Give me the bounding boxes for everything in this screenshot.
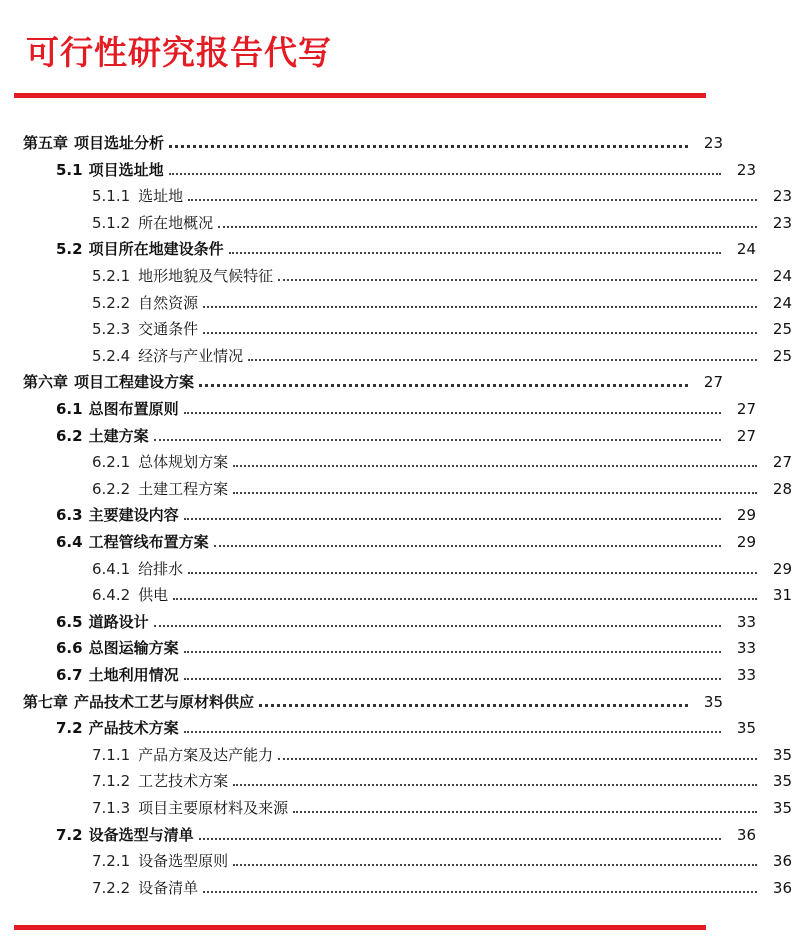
toc-entry-page: 36 <box>772 878 792 897</box>
dot-leader <box>293 811 757 813</box>
toc-entry-page: 23 <box>772 213 792 232</box>
toc-entry[interactable] <box>0 712 774 738</box>
toc-entry[interactable] <box>0 180 810 206</box>
dot-leader <box>184 412 721 414</box>
toc-entry-page: 23 <box>736 160 756 179</box>
footer-divider <box>14 925 706 930</box>
toc-entry-number: 5.2.4 <box>92 346 131 365</box>
toc-entry[interactable] <box>0 127 741 153</box>
toc-entry[interactable] <box>0 579 810 605</box>
toc-entry-page: 23 <box>772 187 792 206</box>
toc-entry-title: 总体规划方案 <box>138 453 229 472</box>
toc-entry-number: 6.4.2 <box>92 586 131 605</box>
toc-entry-title: 项目工程建设方案 <box>74 373 195 392</box>
toc-entry[interactable] <box>0 819 774 845</box>
toc-entry-title: 自然资源 <box>138 293 199 312</box>
toc-entry[interactable] <box>0 340 810 366</box>
toc-entry-page: 29 <box>736 506 756 525</box>
dot-leader <box>259 704 688 707</box>
toc-entry-number: 6.2.1 <box>92 453 131 472</box>
header-divider <box>14 93 706 98</box>
toc-entry-number: 5.1 <box>56 160 83 179</box>
toc-entry-page: 33 <box>736 666 756 684</box>
toc-entry-number: 7.1.1 <box>92 745 131 764</box>
toc-entry-number: 6.4.1 <box>92 559 131 578</box>
toc-entry-number: 5.2 <box>56 240 83 259</box>
dot-leader <box>184 651 721 653</box>
toc-entry-title: 设备清单 <box>138 878 199 897</box>
dot-leader <box>184 731 721 733</box>
toc-entry-number: 6.7 <box>56 666 83 684</box>
toc-entry-page: 31 <box>772 586 792 605</box>
toc-entry-number: 6.6 <box>56 639 83 658</box>
toc-entry-title: 经济与产业情况 <box>138 346 244 365</box>
dot-leader <box>218 226 757 228</box>
toc-entry-number: 6.3 <box>56 506 83 525</box>
toc-entry[interactable] <box>0 446 810 472</box>
page-title: 可行性研究报告代写 <box>26 33 332 72</box>
toc-entry-number: 6.5 <box>56 612 83 631</box>
toc-entry-page: 35 <box>736 719 756 738</box>
toc-entry-number: 7.2.2 <box>92 878 131 897</box>
toc-entry-number: 6.1 <box>56 400 83 418</box>
toc-entry[interactable] <box>0 393 774 419</box>
toc-entry-page: 35 <box>703 692 723 711</box>
toc-entry-page: 24 <box>772 293 792 312</box>
dot-leader <box>229 252 721 254</box>
toc-entry-title: 项目选址地 <box>88 160 164 179</box>
toc-entry-page: 36 <box>736 825 756 844</box>
toc-entry[interactable] <box>0 287 810 313</box>
toc-entry-title: 地形地貌及气候特征 <box>138 267 274 285</box>
toc-entry-page: 29 <box>772 559 792 578</box>
toc-entry-title: 给排水 <box>138 559 184 578</box>
toc-entry-title: 所在地概况 <box>138 213 214 232</box>
toc-entry-number: 第五章 <box>23 134 69 152</box>
toc-entry-title: 选址地 <box>138 187 184 206</box>
toc-entry-title: 项目选址分析 <box>74 134 165 152</box>
toc-entry[interactable] <box>0 260 810 286</box>
toc-entry-number: 7.2 <box>56 719 83 738</box>
toc-entry-page: 25 <box>772 346 792 365</box>
dot-leader <box>188 199 757 201</box>
toc-entry-title: 项目所在地建设条件 <box>88 240 224 259</box>
toc-entry-title: 产品方案及达产能力 <box>138 745 274 764</box>
toc-entry-number: 7.2 <box>56 825 83 844</box>
toc-entry-title: 工艺技术方案 <box>138 772 229 791</box>
toc-entry-number: 5.2.1 <box>92 267 131 285</box>
dot-leader <box>203 306 757 308</box>
dot-leader <box>173 598 757 600</box>
toc-entry[interactable] <box>0 872 810 898</box>
dot-leader <box>154 439 721 441</box>
toc-entry-title: 供电 <box>138 586 169 605</box>
toc-entry-page: 24 <box>772 267 792 285</box>
dot-leader <box>248 359 757 361</box>
toc-entry-number: 5.1.2 <box>92 213 131 232</box>
toc-entry-page: 27 <box>772 453 792 472</box>
toc-entry-number: 7.2.1 <box>92 852 131 871</box>
dot-leader <box>169 173 721 175</box>
toc-entry-title: 道路设计 <box>88 612 149 631</box>
dot-leader <box>233 784 757 786</box>
toc-entry-page: 29 <box>736 533 756 551</box>
toc-entry-number: 6.2 <box>56 426 83 445</box>
toc-entry-title: 设备选型原则 <box>138 852 229 871</box>
dot-leader <box>214 545 721 547</box>
toc-entry-page: 27 <box>736 426 756 445</box>
toc-entry-number: 第七章 <box>23 692 69 711</box>
toc-entry-title: 主要建设内容 <box>88 506 179 525</box>
dot-leader <box>188 572 757 574</box>
toc-entry[interactable] <box>0 366 741 392</box>
toc-entry-title: 设备选型与清单 <box>88 825 194 844</box>
toc-entry-page: 28 <box>772 479 792 498</box>
toc-entry-page: 35 <box>772 745 792 764</box>
toc-entry-title: 工程管线布置方案 <box>88 533 209 551</box>
dot-leader <box>278 279 757 281</box>
toc-entry-number: 5.2.2 <box>92 293 131 312</box>
dot-leader <box>169 145 688 148</box>
toc-entry[interactable] <box>0 154 774 180</box>
toc-entry-title: 项目主要原材料及来源 <box>138 799 289 817</box>
toc-entry[interactable] <box>0 553 810 579</box>
toc-entry[interactable] <box>0 207 810 233</box>
toc-entry[interactable] <box>0 473 810 499</box>
toc-entry-title: 交通条件 <box>138 320 199 339</box>
dot-leader <box>203 332 757 334</box>
dot-leader <box>154 625 721 627</box>
toc-entry-page: 24 <box>736 240 756 259</box>
toc-entry-title: 产品技术工艺与原材料供应 <box>74 692 255 711</box>
dot-leader <box>233 465 757 467</box>
toc-entry-title: 总图布置原则 <box>88 400 179 418</box>
toc-entry-title: 产品技术方案 <box>88 719 179 738</box>
toc-entry-title: 土建方案 <box>88 426 149 445</box>
toc-entry-page: 33 <box>736 639 756 658</box>
toc-entry-page: 35 <box>772 799 792 817</box>
dot-leader <box>199 838 721 840</box>
toc-entry[interactable] <box>0 420 774 446</box>
dot-leader <box>233 492 757 494</box>
toc-entry-number: 7.1.2 <box>92 772 131 791</box>
dot-leader <box>184 518 721 520</box>
toc-entry[interactable] <box>0 792 810 818</box>
toc-entry[interactable] <box>0 765 810 791</box>
toc-entry[interactable] <box>0 526 774 552</box>
toc-entry-number: 7.1.3 <box>92 799 131 817</box>
toc-entry[interactable] <box>0 313 810 339</box>
dot-leader <box>233 864 757 866</box>
toc-entry[interactable] <box>0 499 774 525</box>
toc-entry[interactable] <box>0 632 774 658</box>
toc-entry[interactable] <box>0 739 810 765</box>
toc-entry-page: 35 <box>772 772 792 791</box>
toc-entry-page: 36 <box>772 852 792 871</box>
toc-entry[interactable] <box>0 845 810 871</box>
toc-entry[interactable] <box>0 659 774 685</box>
toc-entry[interactable] <box>0 606 774 632</box>
toc-entry-page: 33 <box>736 612 756 631</box>
toc-entry-title: 土地利用情况 <box>88 666 179 684</box>
toc-entry-number: 5.2.3 <box>92 320 131 339</box>
toc-entry-title: 土建工程方案 <box>138 479 229 498</box>
toc-entry[interactable] <box>0 233 774 259</box>
dot-leader <box>203 891 757 893</box>
toc-entry-page: 27 <box>703 373 723 392</box>
toc-entry[interactable] <box>0 686 741 712</box>
toc-entry-page: 27 <box>736 400 756 418</box>
toc-entry-number: 6.4 <box>56 533 83 551</box>
toc-entry-page: 25 <box>772 320 792 339</box>
dot-leader <box>184 678 721 680</box>
toc-entry-number: 6.2.2 <box>92 479 131 498</box>
toc-entry-page: 23 <box>703 134 723 152</box>
toc-entry-number: 第六章 <box>23 373 69 392</box>
dot-leader <box>199 384 688 387</box>
toc-entry-title: 总图运输方案 <box>88 639 179 658</box>
dot-leader <box>278 758 757 760</box>
toc-entry-number: 5.1.1 <box>92 187 131 206</box>
